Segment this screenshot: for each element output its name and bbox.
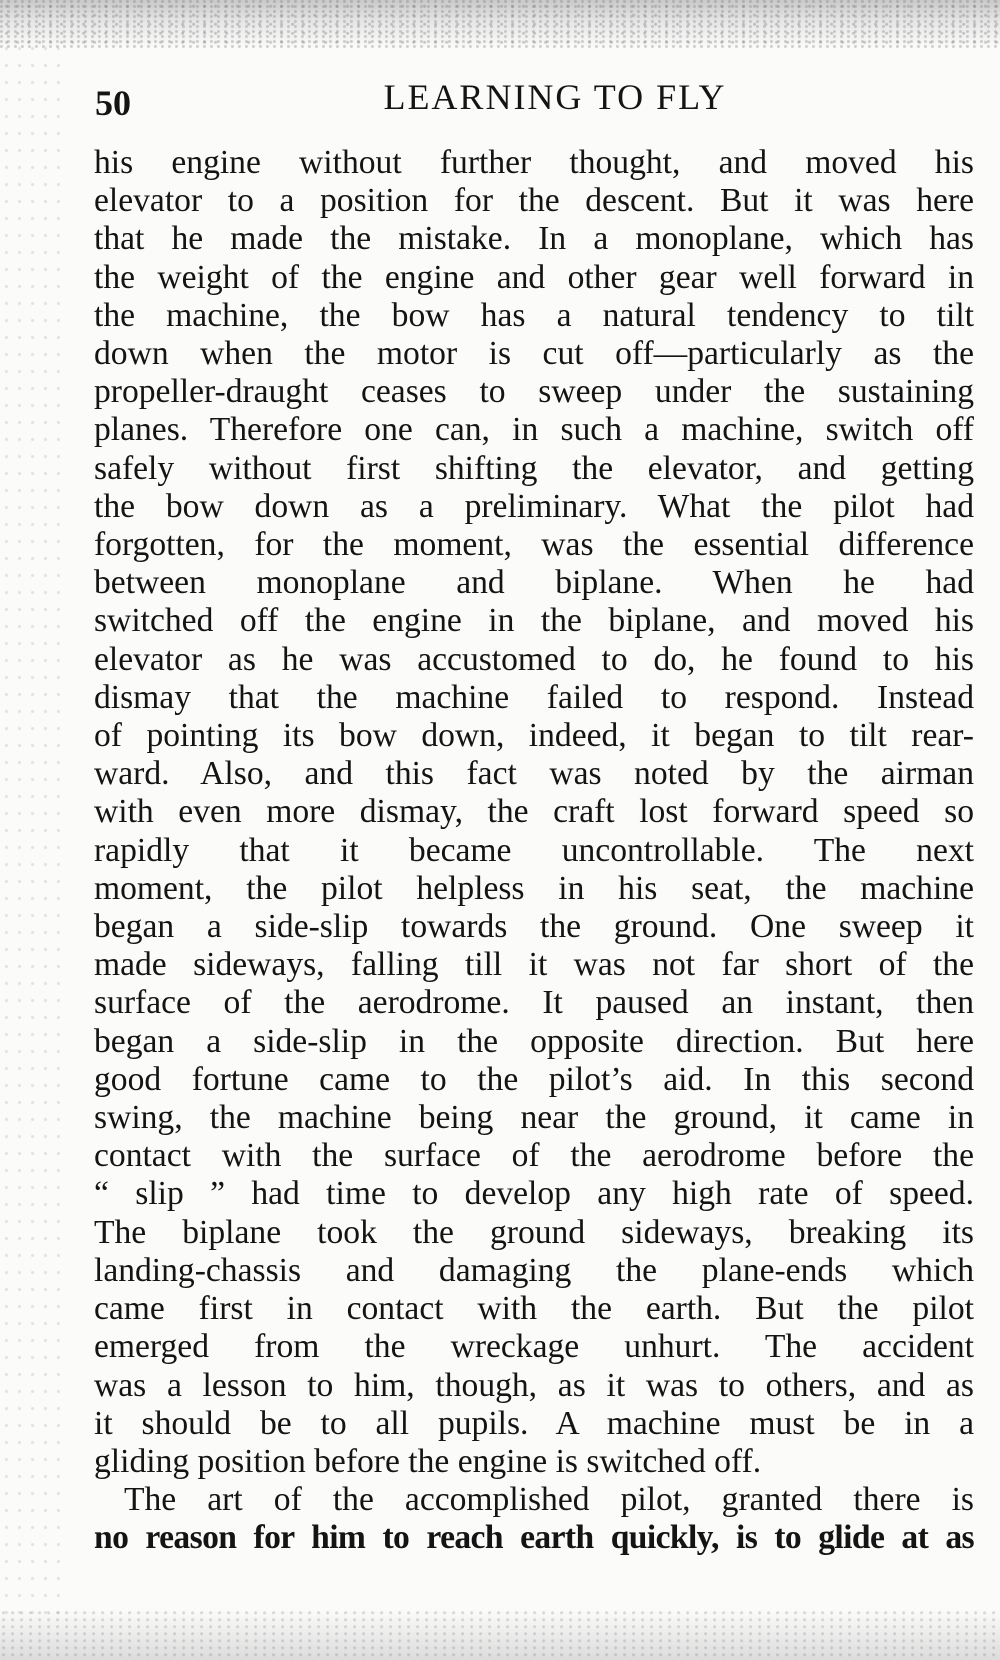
text-line: elevator as he was accustomed to do, he found to his <box>94 640 974 678</box>
text-line: emerged from the wreckage unhurt. The accident <box>94 1328 974 1366</box>
text-line: propeller-draught ceases to sweep under the sustaining <box>94 373 974 411</box>
text-line: began a side-slip towards the ground. One sweep it <box>94 908 974 946</box>
text-line: made sideways, falling till it was not far short of the <box>94 946 974 984</box>
running-head: LEARNING TO FLY <box>383 77 727 117</box>
text-line: swing, the machine being near the ground, it came in <box>94 1099 974 1137</box>
text-line: with even more dismay, the craft lost forward speed so <box>94 793 974 831</box>
text-line: gliding position before the engine is switched off. <box>94 1442 762 1480</box>
scan-speckle-left <box>0 40 60 1620</box>
text-line: between monoplane and biplane. When he had <box>94 564 974 602</box>
text-line: that he made the mistake. In a monoplane, which has <box>94 220 974 258</box>
page-number: 50 <box>95 83 131 123</box>
text-line: his engine without further thought, and moved his <box>94 144 974 181</box>
paragraph-1 <box>94 144 974 1481</box>
text-line: ward. Also, and this fact was noted by the airman <box>94 755 974 793</box>
text-line: surface of the aerodrome. It paused an instant, then <box>94 984 974 1022</box>
text-line: The biplane took the ground sideways, breaking its <box>94 1213 974 1251</box>
text-line: rapidly that it became uncontrollable. The next <box>94 831 974 869</box>
page-header <box>95 76 975 128</box>
text-line: began a side-slip in the opposite direction. But here <box>94 1022 974 1060</box>
scan-speckle-top <box>0 0 1000 48</box>
text-line: down when the motor is cut off—particularly as the <box>94 335 974 373</box>
text-line: of pointing its bow down, indeed, it began to tilt rear- <box>94 717 974 755</box>
text-line: came first in contact with the earth. But the pilot <box>94 1290 974 1328</box>
text-line: moment, the pilot helpless in his seat, the machine <box>94 869 974 907</box>
text-line: good fortune came to the pilot’s aid. In this second <box>94 1060 974 1098</box>
text-line: it should be to all pupils. A machine must be in a <box>94 1404 974 1442</box>
body-text <box>94 144 974 1558</box>
text-line: safely without first shifting the elevator, and getting <box>94 449 974 487</box>
text-line: the machine, the bow has a natural tendency to tilt <box>94 296 974 334</box>
text-line: dismay that the machine failed to respond. Instead <box>94 678 974 716</box>
text-line: the weight of the engine and other gear well forward in <box>94 258 974 296</box>
text-line: elevator to a position for the descent. But it was here <box>94 182 974 220</box>
text-line: contact with the surface of the aerodrome before the <box>94 1137 974 1175</box>
text-line: switched off the engine in the biplane, and moved his <box>94 602 974 640</box>
text-line: no reason for him to reach earth quickly, is to glide at as <box>94 1519 974 1557</box>
text-line: forgotten, for the moment, was the essential difference <box>94 526 974 564</box>
text-line: “ slip ” had time to develop any high rate of speed. <box>94 1175 974 1213</box>
text-line: the bow down as a preliminary. What the pilot had <box>94 487 974 525</box>
text-line: was a lesson to him, though, as it was to others, and as <box>94 1366 974 1404</box>
text-line: planes. Therefore one can, in such a machine, switch off <box>94 411 974 449</box>
scan-speckle-bottom <box>0 1610 1000 1660</box>
text-line: The art of the accomplished pilot, granted there is <box>124 1481 974 1519</box>
paragraph-2 <box>94 1481 974 1557</box>
text-line: landing-chassis and damaging the plane-ends which <box>94 1251 974 1289</box>
